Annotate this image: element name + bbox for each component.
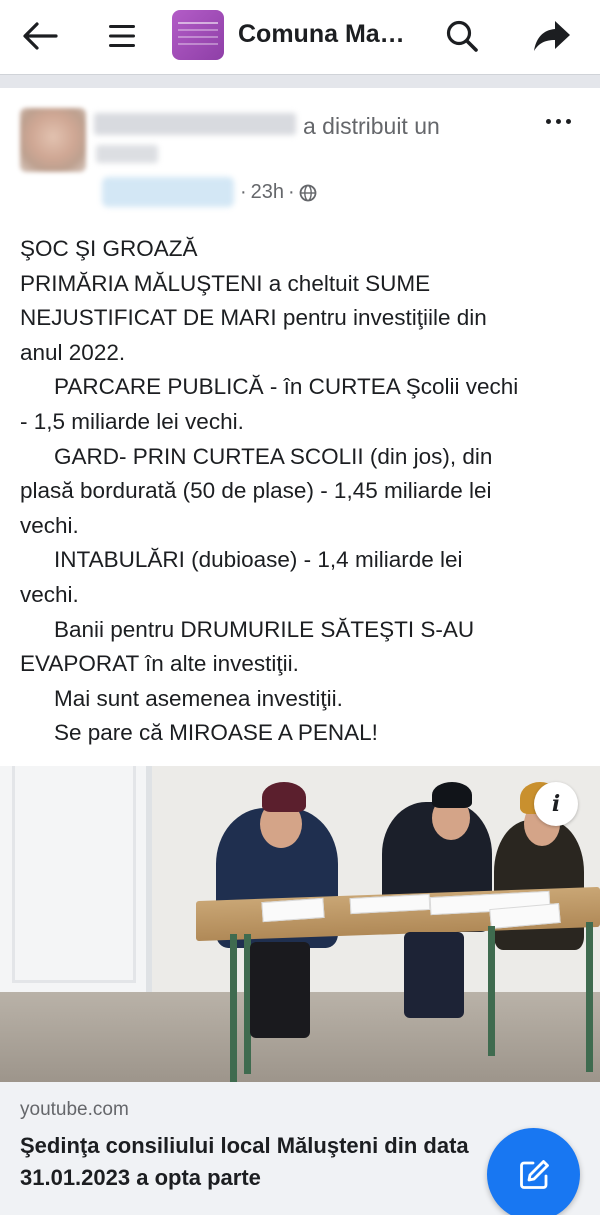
post-line: PRIMĂRIA MĂLUŞTENI a cheltuit SUME [20,270,431,296]
post-body [20,232,588,751]
meta-separator: · [240,181,247,203]
author-name-redacted[interactable] [94,113,296,135]
post-line: GARD- PRIN CURTEA SCOLII (din jos), din [54,443,493,469]
author-avatar[interactable] [20,108,86,172]
page-title[interactable]: Comuna Ma… [238,20,405,48]
post-line: plasă bordurată (50 de plase) - 1,45 miliarde lei [20,478,492,504]
post-line: Banii pentru DRUMURILE SĂTEŞTI S-AU [54,616,475,642]
post-line: vechi. [20,512,79,538]
post-time[interactable]: 23h [250,181,285,203]
compose-post-button[interactable] [487,1128,580,1215]
section-divider [0,74,600,88]
share-button[interactable] [530,14,574,58]
globe-icon [299,184,317,202]
link-title-line: Şedinţa consiliului local Măluşteni din data [20,1133,469,1158]
info-icon: i [551,791,561,817]
post-line: anul 2022. [20,339,126,365]
arrow-left-icon [22,21,58,51]
post-line: ŞOC ŞI GROAZĂ [20,236,198,261]
shared-item-redacted[interactable] [96,145,158,163]
hamburger-menu-icon [108,23,136,49]
search-button[interactable] [440,14,484,58]
post-line: Se pare că MIROASE A PENAL! [54,720,378,746]
post-meta [240,181,317,204]
menu-button[interactable] [100,14,144,58]
post-line: Mai sunt asemenea investiţii. [54,685,343,711]
top-app-bar [0,0,600,72]
more-options-button[interactable] [538,106,578,136]
image-person-legs [250,942,310,1038]
shared-label: a distribuit un [303,113,440,139]
post-line: EVAPORAT în alte investiţii. [20,651,299,677]
link-domain[interactable]: youtube.com [20,1099,129,1120]
back-button[interactable] [18,14,62,58]
post-line: - 1,5 miliarde lei vechi. [20,408,244,434]
group-name-redacted[interactable] [102,177,234,207]
more-dot [556,119,561,124]
image-person-hat [432,782,472,808]
image-door [0,766,152,992]
link-title-line: 31.01.2023 a opta parte [20,1165,261,1190]
post-line: PARCARE PUBLICĂ - în CURTEA Şcolii vechi [54,374,519,400]
post-line: NEJUSTIFICAT DE MARI pentru investiţiile din [20,305,487,331]
page-avatar[interactable] [172,10,224,60]
post-line: INTABULĂRI (dubioase) - 1,4 miliarde lei [54,547,463,573]
post-line: vechi. [20,581,79,607]
image-person-legs [404,932,464,1018]
share-arrow-icon [533,19,571,53]
image-table-leg [488,926,495,1056]
meta-separator: · [288,181,295,203]
compose-edit-icon [516,1157,552,1193]
info-button[interactable] [534,782,578,826]
image-table-leg [230,934,237,1082]
link-preview-image[interactable] [0,766,600,1082]
image-table-leg [586,922,593,1072]
more-dot [566,119,571,124]
more-horizontal-icon [546,119,551,124]
image-person-hat [262,782,306,812]
search-icon [445,19,479,53]
